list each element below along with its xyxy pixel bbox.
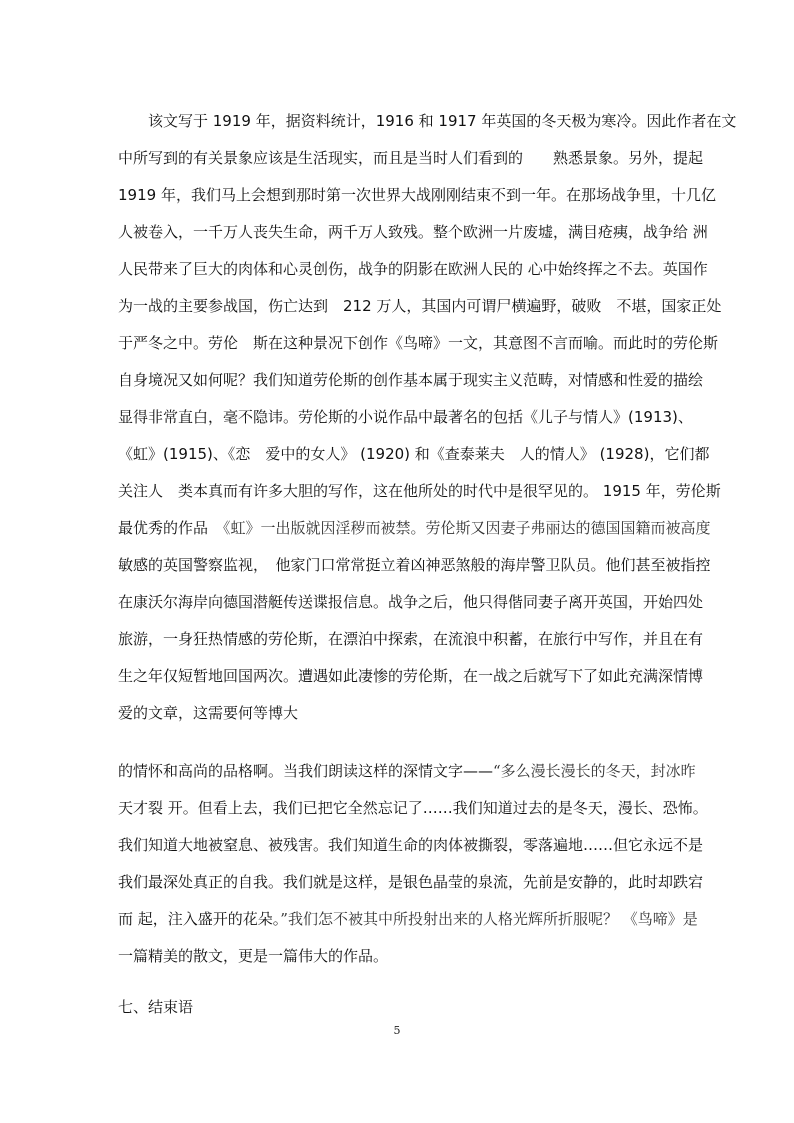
- quote-end-text: ”我们怎不被其中所投射出来的人格光辉所折服呢？ 《鸟啼》是: [280, 910, 698, 928]
- paragraph-line-serif-text: 《虹》一出版就因淫秽而被禁。劳伦斯又因妻子弗丽达的德国国籍而被高度: [223, 519, 711, 537]
- paragraph-line: [118, 761, 696, 781]
- page-number: 5: [393, 1024, 401, 1037]
- paragraph-line: 于严冬之中。劳伦 斯在这种景况下创作《鸟啼》一文，其意图不言而喻。而此时的劳伦斯: [118, 334, 719, 352]
- paragraph-line: 显得非常直白，毫不隐讳。劳伦斯的小说作品中最著名的包括《儿子与情人》(1913)、: [118, 408, 693, 426]
- paragraph-line: 人民带来了巨大的肉体和心灵创伤，战争的阴影在欧洲人民的 心中始终挥之不去。英国作: [118, 260, 708, 278]
- quote-text: “多么漫长漫长的冬天，封冰昨: [493, 762, 696, 780]
- paragraph-line: 中所写到的有关景象应该是生活现实，而且是当时人们看到的 熟悉景象。另外，提起: [118, 149, 704, 167]
- paragraph-line: 爱的文章，这需要何等博大: [118, 704, 299, 722]
- paragraph-line: 关注人 类本真而有许多大胆的写作，这在他所处的时代中是很罕见的。 1915 年，劳伦斯: [118, 482, 721, 500]
- paragraph-line-text: 最优秀的作品: [118, 519, 224, 537]
- paragraph-line: [118, 518, 711, 538]
- paragraph-line: 为一战的主要参战国，伤亡达到 212 万人，其国内可谓尸横遍野，破败 不堪，国家正处: [118, 297, 722, 315]
- section-heading: 七、结束语: [118, 998, 194, 1016]
- paragraph-line-text: 而 起，注入盛开的花朵。: [118, 910, 281, 928]
- paragraph-line: 自身境况又如何呢？我们知道劳伦斯的创作基本属于现实主义范畴，对情感和性爱的描绘: [118, 371, 704, 389]
- paragraph-line: 天才裂 开。但看上去，我们已把它全然忘记了……我们知道过去的是冬天，漫长、恐怖。: [118, 799, 708, 817]
- paragraph-line: 旅游，一身狂热情感的劳伦斯，在漂泊中探索，在流浪中积蓄，在旅行中写作，并且在有: [118, 630, 704, 648]
- paragraph-line: [118, 909, 698, 929]
- paragraph-line: 一篇精美的散文，更是一篇伟大的作品。: [118, 947, 389, 965]
- paragraph-line-text: 的情怀和高尚的品格啊。当我们朗读这样的深情文字——: [118, 762, 494, 780]
- paragraph-line: 我们最深处真正的自我。我们就是这样，是银色晶莹的泉流，先前是安静的，此时却跌宕: [118, 873, 704, 891]
- paragraph-line: 在康沃尔海岸向德国潜艇传送谍报信息。战争之后，他只得偕同妻子离开英国，开始四处: [118, 593, 704, 611]
- paragraph-line: 我们知道大地被窒息、被残害。我们知道生命的肉体被撕裂，零落遍地……但它永远不是: [118, 836, 704, 854]
- paragraph-line: 生之年仅短暂地回国两次。遭遇如此凄惨的劳伦斯，在一战之后就写下了如此充满深情博: [118, 667, 704, 685]
- paragraph-line: 该文写于 1919 年，据资料统计，1916 和 1917 年英国的冬天极为寒冷。因此作者在文: [118, 112, 737, 130]
- paragraph-line: 《虹》(1915)、《恋 爱中的女人》 (1920) 和《查泰莱夫 人的情人》 (1928)，它们都: [118, 445, 710, 463]
- paragraph-line: 敏感的英国警察监视， 他家门口常常挺立着凶神恶煞般的海岸警卫队员。他们甚至被指控: [118, 556, 711, 574]
- paragraph-line: 人被卷入，一千万人丧失生命，两千万人致残。整个欧洲一片废墟，满目疮痍，战争给 洲: [118, 223, 708, 241]
- paragraph-line: 1919 年，我们马上会想到那时第一次世界大战刚刚结束不到一年。在那场战争里，十几亿: [118, 186, 716, 204]
